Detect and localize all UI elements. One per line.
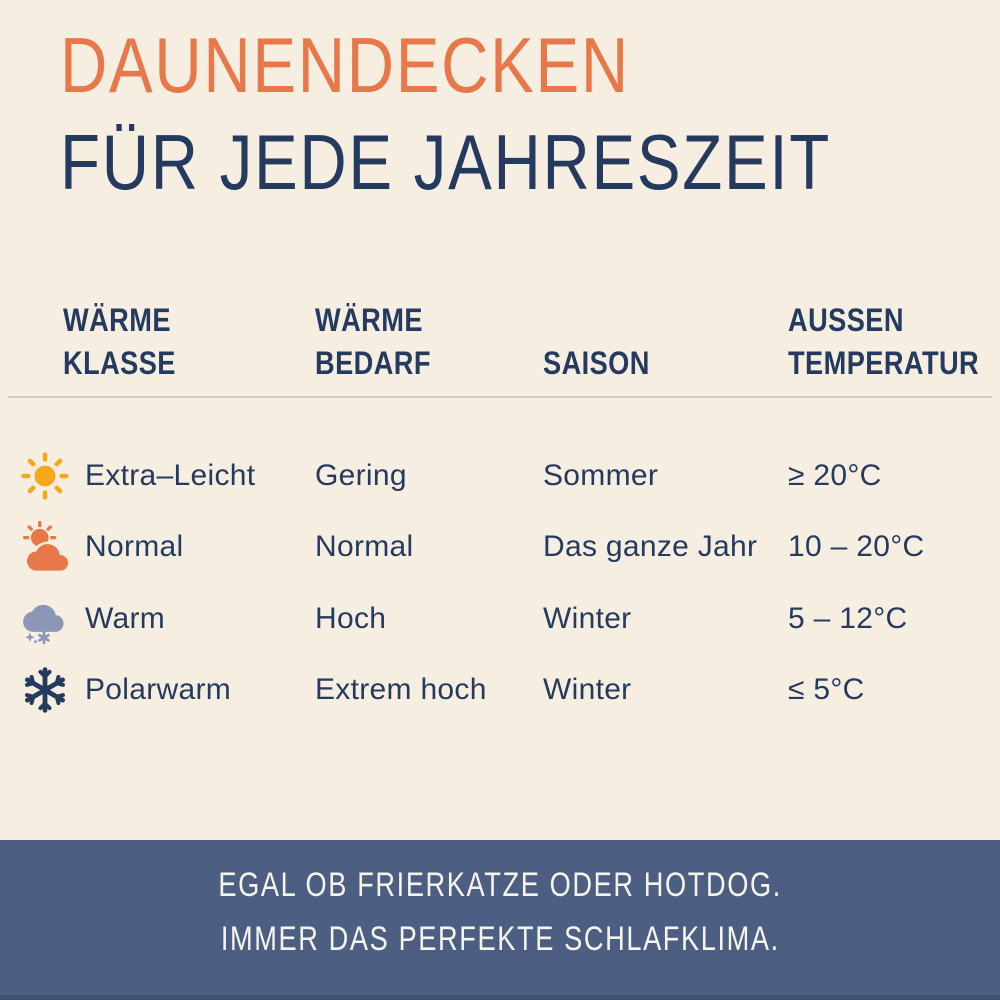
header-text: AUSSEN xyxy=(788,302,904,338)
warmth-class-value: Extra–Leicht xyxy=(85,458,256,492)
outside-temperature-value: ≤ 5°C xyxy=(788,673,865,707)
footer-banner xyxy=(0,840,1000,1000)
page-title xyxy=(60,21,978,222)
title-line-2-text: FÜR JEDE JAHRESZEIT xyxy=(60,118,831,206)
sun-cloud-icon xyxy=(20,520,85,574)
warmth-need-value: Gering xyxy=(315,458,407,492)
season-value: Winter xyxy=(543,673,632,707)
table-row xyxy=(20,655,1000,727)
outside-temperature-value: ≥ 20°C xyxy=(788,458,882,492)
header-divider-line xyxy=(8,396,992,398)
snowflake-icon xyxy=(20,665,85,715)
header-text: BEDARF xyxy=(315,345,431,381)
warmth-need-value: Extrem hoch xyxy=(315,673,487,707)
title-line-1-text: DAUNENDECKEN xyxy=(60,21,630,109)
season-value: Winter xyxy=(543,601,632,635)
warmth-class-value: Normal xyxy=(85,530,184,564)
title-line-2 xyxy=(60,118,978,222)
footer-line-1-text: EGAL OB FRIERKATZE ODER HOTDOG. xyxy=(218,865,782,904)
outside-temperature-value: 5 – 12°C xyxy=(788,601,908,635)
column-header-saison xyxy=(543,342,788,385)
footer-line-2-text: IMMER DAS PERFEKTE SCHLAFKLIMA. xyxy=(220,919,780,958)
title-line-1 xyxy=(60,21,978,125)
season-value: Das ganze Jahr xyxy=(543,530,758,564)
header-text: KLASSE xyxy=(63,345,176,381)
header-text: WÄRME xyxy=(63,302,171,338)
table-row xyxy=(20,440,1000,512)
header-text: WÄRME xyxy=(315,302,423,338)
column-header-waerme-bedarf xyxy=(315,299,543,385)
table-row xyxy=(20,512,1000,584)
column-header-waerme-klasse xyxy=(63,299,315,385)
header-text: TEMPERATUR xyxy=(788,345,980,381)
warmth-class-value: Warm xyxy=(85,601,166,635)
footer-line-1 xyxy=(148,865,852,909)
season-value: Sommer xyxy=(543,458,659,492)
outside-temperature-value: 10 – 20°C xyxy=(788,530,925,564)
footer-bottom-edge xyxy=(0,995,1000,1000)
table-header-row xyxy=(63,299,1000,385)
warmth-need-value: Normal xyxy=(315,530,414,564)
snow-cloud-icon xyxy=(20,594,85,644)
warmth-need-value: Hoch xyxy=(315,601,387,635)
footer-line-2 xyxy=(151,919,850,963)
warmth-class-value: Polarwarm xyxy=(85,673,232,707)
header-text: SAISON xyxy=(543,345,650,381)
sun-icon xyxy=(20,451,85,501)
column-header-aussen-temperatur xyxy=(788,299,1000,385)
table-body xyxy=(20,440,1000,726)
table-row xyxy=(20,583,1000,655)
